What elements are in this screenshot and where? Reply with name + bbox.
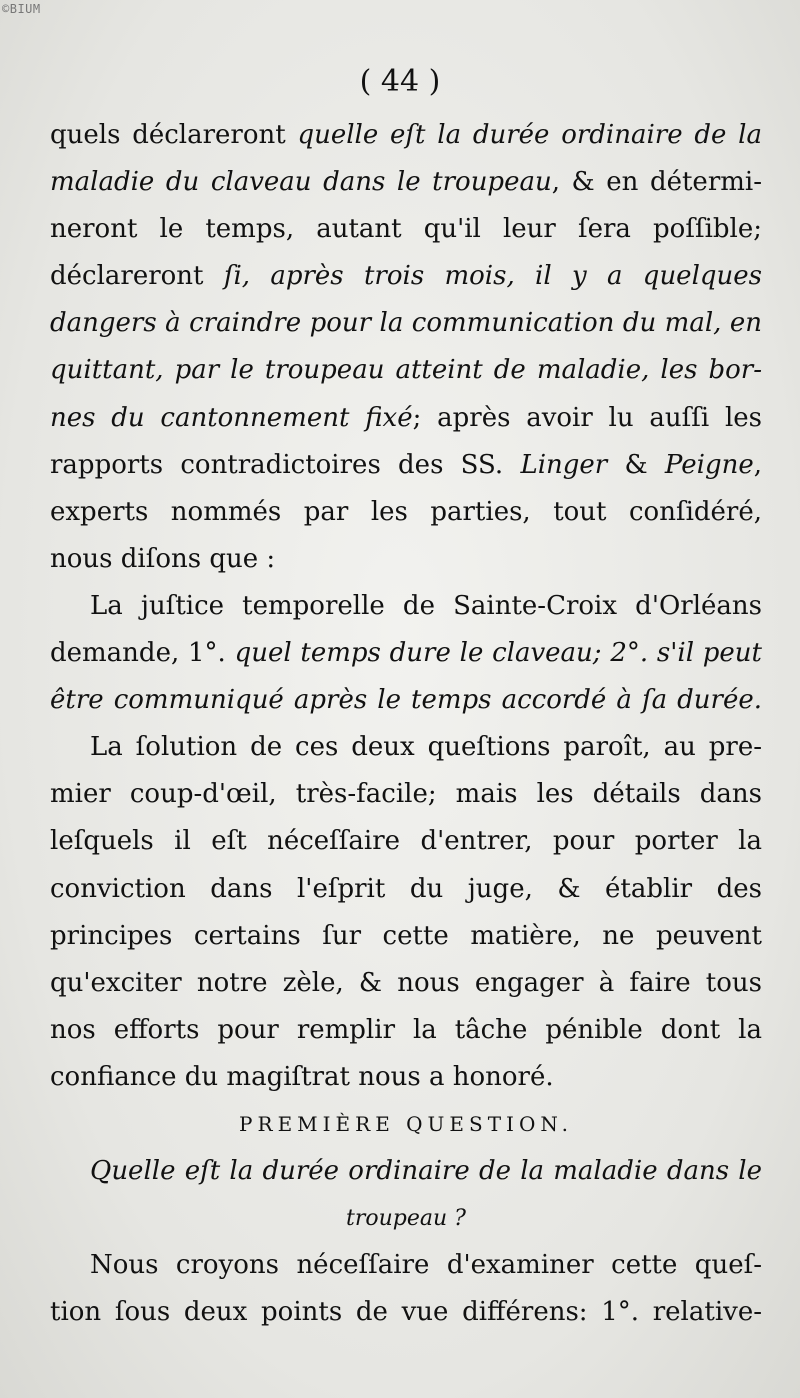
text-segment: nous diſons que : bbox=[50, 543, 276, 574]
text-segment: leſquels il eſt néceſſaire d'entrer, pour porter la bbox=[50, 826, 762, 857]
text-segment: déclareront bbox=[50, 261, 224, 292]
text-segment: conviction dans l'eſprit du juge, & établir des bbox=[50, 873, 762, 904]
text-line bbox=[50, 1148, 762, 1195]
text-segment: demande, 1°. bbox=[50, 638, 235, 669]
text-line bbox=[50, 395, 762, 442]
text-segment: nos efforts pour remplir la tâche pénible dont la bbox=[50, 1014, 762, 1045]
italic-segment: troupeau ? bbox=[346, 1206, 466, 1232]
text-segment: , bbox=[753, 449, 762, 480]
text-line bbox=[50, 1007, 762, 1054]
text-segment: , & en détermi- bbox=[551, 167, 762, 198]
text-line bbox=[50, 1289, 762, 1336]
text-segment: Nous croyons néceſſaire d'examiner cette queſ- bbox=[90, 1250, 762, 1281]
text-segment: mier coup-d'œil, très-facile; mais les détails dans bbox=[50, 779, 762, 810]
body-text bbox=[50, 112, 762, 1336]
italic-segment: quittant, par le troupeau atteint de maladie, les bor- bbox=[50, 355, 762, 386]
text-line bbox=[50, 913, 762, 960]
italic-segment: quelle eſt la durée ordinaire de la bbox=[297, 120, 762, 150]
text-segment: confiance du magiſtrat nous a honoré. bbox=[50, 1061, 554, 1092]
text-line bbox=[50, 206, 762, 253]
text-line bbox=[50, 1195, 762, 1242]
italic-segment: Peigne bbox=[664, 449, 754, 480]
text-line bbox=[50, 253, 762, 300]
text-segment: tion ſous deux points de vue différens: 1°. relative- bbox=[50, 1297, 762, 1328]
text-segment: ; après avoir lu auſſi les bbox=[412, 402, 762, 433]
text-segment: experts nommés par les parties, tout conſidéré, bbox=[50, 496, 762, 527]
text-line bbox=[50, 724, 762, 771]
text-line bbox=[50, 536, 762, 583]
italic-segment: dangers à craindre pour la communication du mal, en bbox=[50, 308, 762, 339]
text-line bbox=[50, 583, 762, 630]
italic-segment: Linger bbox=[520, 449, 608, 480]
text-line bbox=[50, 630, 762, 677]
text-line bbox=[50, 300, 762, 347]
text-segment: neront le temps, autant qu'il leur ſera poſſible; bbox=[50, 214, 762, 245]
text-segment: & bbox=[607, 449, 665, 480]
italic-segment: nes du cantonnement fixé bbox=[50, 402, 413, 433]
italic-segment: ſi, après trois mois, il y a quelques bbox=[223, 261, 762, 292]
text-segment: principes certains ſur cette matière, ne peuvent bbox=[50, 920, 762, 951]
italic-segment: Quelle eſt la durée ordinaire de la maladie dans le bbox=[90, 1156, 762, 1187]
text-line bbox=[50, 866, 762, 913]
text-line bbox=[50, 771, 762, 818]
text-line bbox=[50, 347, 762, 394]
italic-segment: quel temps dure le claveau; 2°. s'il peut bbox=[234, 638, 762, 669]
text-line bbox=[50, 159, 762, 206]
italic-segment: être communiqué après le temps accordé à ſa durée. bbox=[50, 685, 762, 716]
text-line bbox=[50, 442, 762, 489]
text-line bbox=[50, 1054, 762, 1101]
text-line bbox=[50, 489, 762, 536]
text-segment: La juſtice temporelle de Sainte-Croix d'Orléans bbox=[90, 590, 762, 621]
text-line bbox=[50, 960, 762, 1007]
section-heading bbox=[50, 1101, 762, 1148]
text-line bbox=[50, 818, 762, 865]
text-segment: quels déclareront bbox=[50, 120, 298, 150]
italic-segment: maladie du claveau dans le troupeau bbox=[50, 167, 552, 198]
text-segment: La ſolution de ces deux queſtions paroît, au pre- bbox=[90, 732, 762, 763]
text-segment: PREMIÈRE QUESTION. bbox=[239, 1111, 573, 1136]
page-number: ( 44 ) bbox=[359, 64, 441, 99]
text-line bbox=[50, 112, 762, 159]
library-watermark: ©BIUM bbox=[2, 2, 41, 16]
text-segment: rapports contradictoires des SS. bbox=[50, 449, 521, 480]
text-segment: qu'exciter notre zèle, & nous engager à faire tous bbox=[50, 967, 762, 998]
text-line bbox=[50, 1242, 762, 1289]
text-line bbox=[50, 677, 762, 724]
